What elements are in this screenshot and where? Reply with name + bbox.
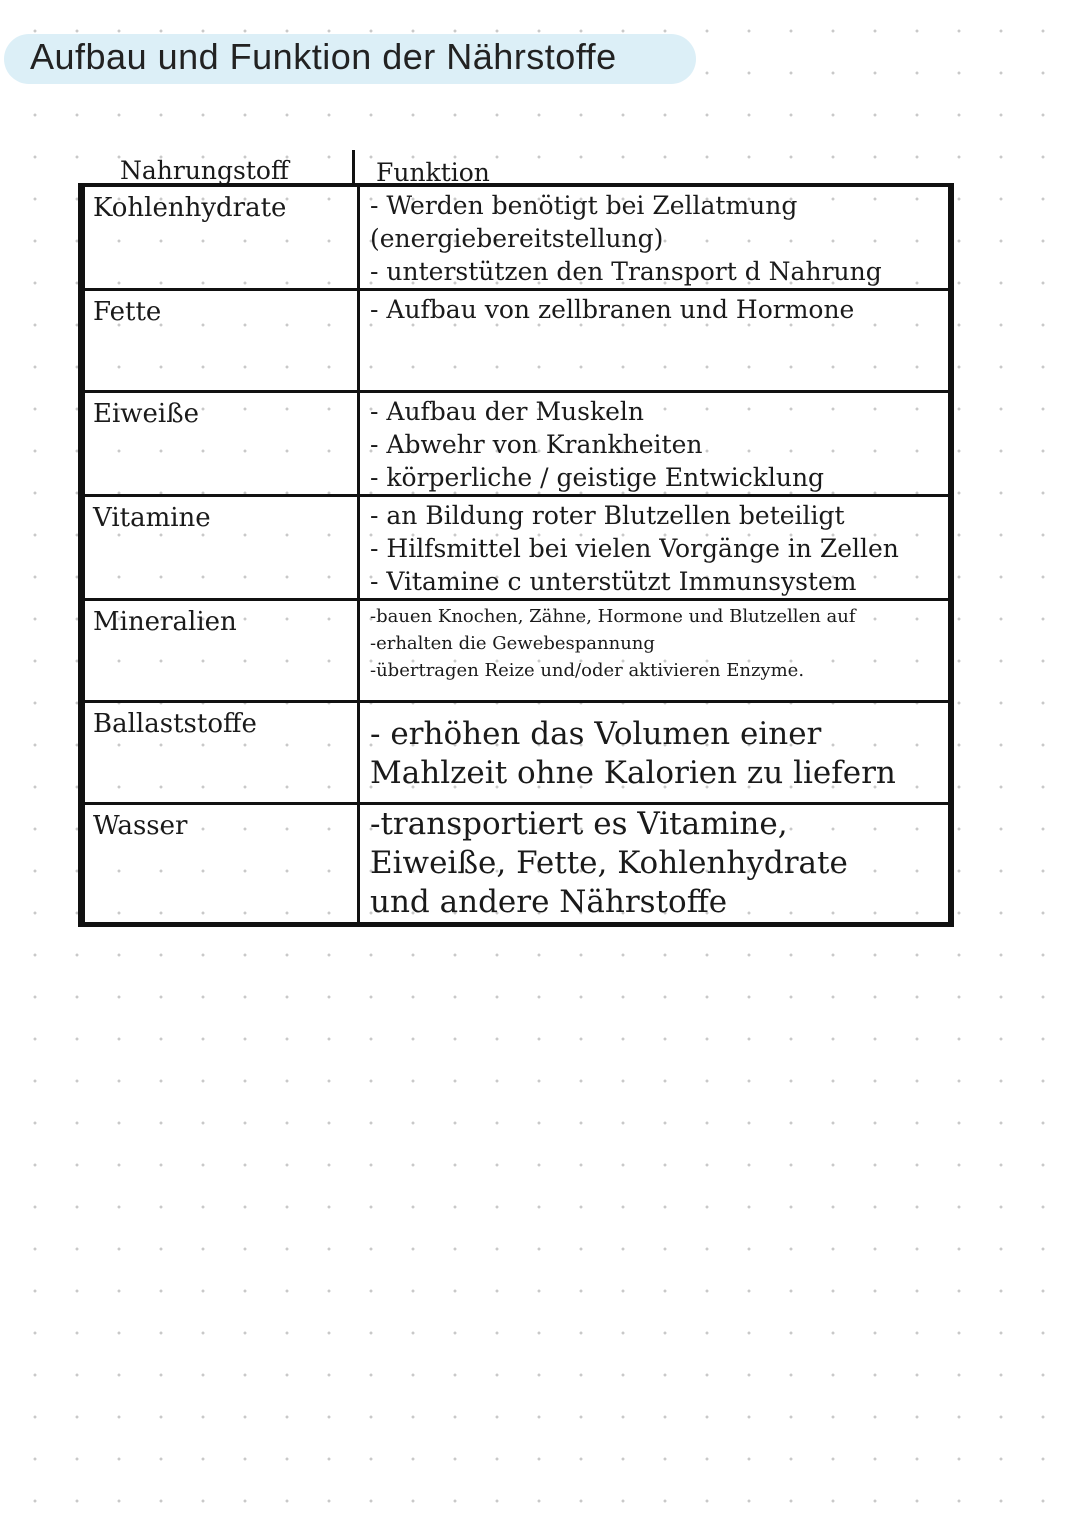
function-cell — [359, 496, 952, 600]
function-line: - unterstützen den Transport d Nahrung — [370, 257, 882, 286]
nutrient-name: Kohlenhydrate — [93, 193, 287, 223]
function-line: -transportiert es Vitamine, — [370, 806, 788, 842]
table-row-vitamine — [82, 496, 952, 600]
page-title: Aufbau und Funktion der Nährstoffe — [30, 36, 617, 77]
nutrient-name: Fette — [93, 297, 162, 327]
function-cell — [359, 702, 952, 804]
function-line: - Aufbau von zellbranen und Hormone — [370, 295, 855, 324]
nutrient-name: Ballaststoffe — [93, 709, 257, 739]
nutrient-name-cell — [82, 392, 359, 496]
function-cell — [359, 600, 952, 702]
table-row-mineralien — [82, 600, 952, 702]
function-line: -bauen Knochen, Zähne, Hormone und Blutzellen auf — [370, 606, 856, 627]
table-row-eiweisse — [82, 392, 952, 496]
nutrient-name-cell — [82, 290, 359, 392]
function-cell — [359, 185, 952, 290]
function-list — [360, 393, 948, 494]
nutrient-name: Mineralien — [93, 607, 237, 637]
nutrient-name-cell — [82, 600, 359, 702]
nutrient-name: Wasser — [93, 811, 188, 841]
function-cell — [359, 290, 952, 392]
header-divider — [352, 150, 355, 186]
nutrient-table — [78, 183, 954, 927]
table-row-fette — [82, 290, 952, 392]
function-line: (energiebereitstellung) — [370, 224, 664, 253]
function-line: - Aufbau der Muskeln — [370, 397, 645, 426]
function-line: - Vitamine c unterstützt Immunsystem — [370, 567, 857, 596]
function-line: Mahlzeit ohne Kalorien zu liefern — [370, 755, 896, 791]
function-line: - Abwehr von Krankheiten — [370, 430, 703, 459]
function-line: - körperliche / geistige Entwicklung — [370, 463, 825, 492]
nutrient-name: Eiweiße — [93, 399, 200, 429]
table-row-wasser — [82, 804, 952, 925]
function-list — [360, 601, 948, 684]
column-header-function: Funktion — [376, 158, 490, 187]
function-line: Eiweiße, Fette, Kohlenhydrate — [370, 845, 848, 881]
nutrient-name-cell — [82, 496, 359, 600]
function-cell — [359, 804, 952, 925]
function-line: -übertragen Reize und/oder aktivieren Enzyme. — [370, 660, 805, 681]
nutrient-name-cell — [82, 185, 359, 290]
function-line: - Werden benötigt bei Zellatmung — [370, 191, 798, 220]
function-line: - an Bildung roter Blutzellen beteiligt — [370, 501, 845, 530]
function-list — [360, 805, 948, 922]
function-cell — [359, 392, 952, 496]
function-line: - erhöhen das Volumen einer — [370, 716, 822, 752]
nutrient-name: Vitamine — [93, 503, 211, 533]
column-header-nutrient: Nahrungstoff — [120, 156, 289, 185]
function-line: -erhalten die Gewebespannung — [370, 633, 655, 654]
nutrient-name-cell — [82, 804, 359, 925]
function-list — [360, 703, 948, 793]
function-list — [360, 187, 948, 288]
function-line: - Hilfsmittel bei vielen Vorgänge in Zellen — [370, 534, 899, 563]
table-row-ballaststoffe — [82, 702, 952, 804]
table-row-kohlenhydrate — [82, 185, 952, 290]
nutrient-name-cell — [82, 702, 359, 804]
function-line: und andere Nährstoffe — [370, 884, 728, 920]
function-list — [360, 497, 948, 598]
function-list — [360, 291, 948, 326]
